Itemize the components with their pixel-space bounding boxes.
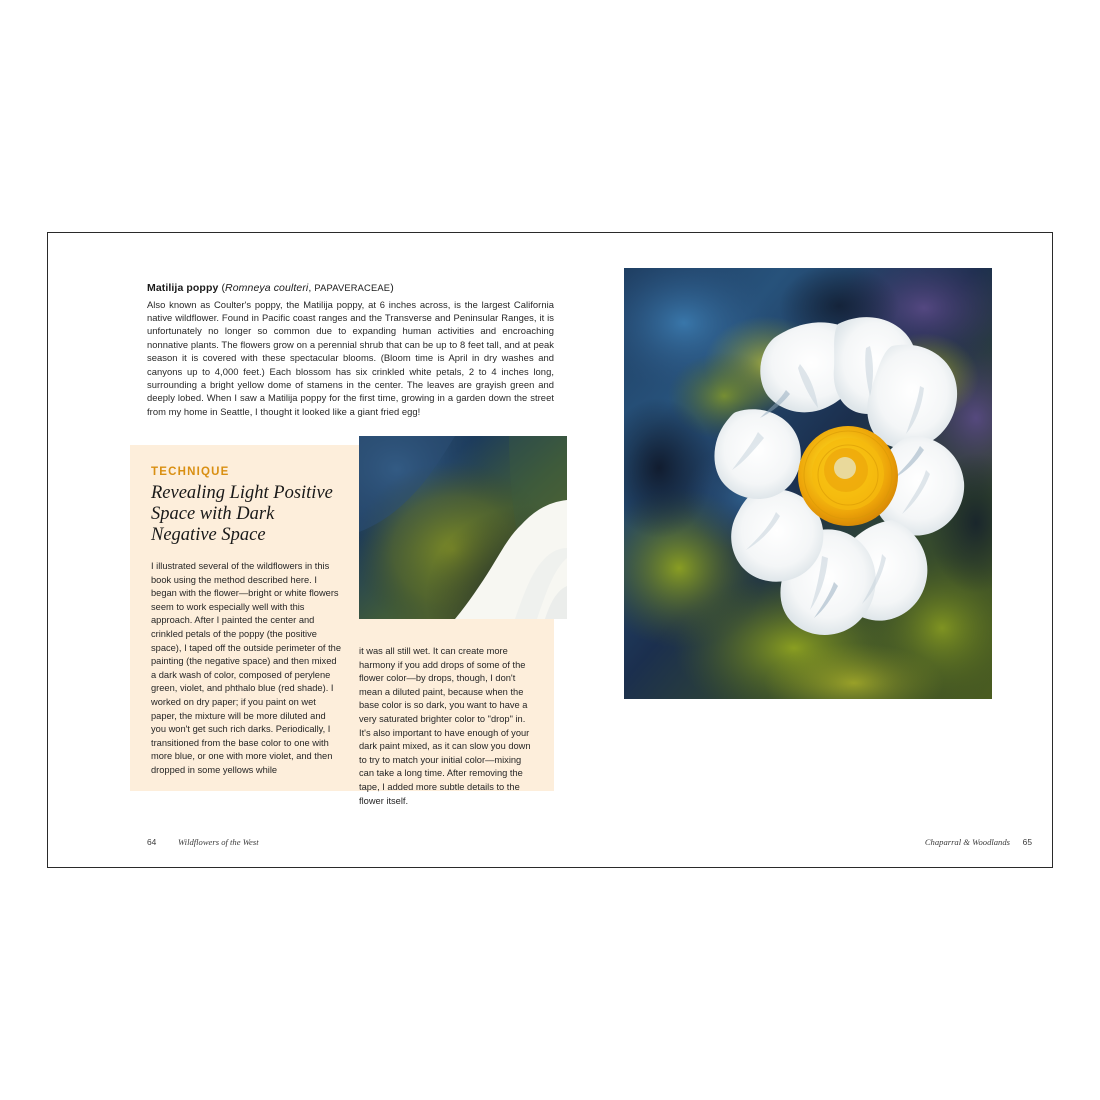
matilija-poppy-watercolor-image: [624, 268, 992, 699]
folio-number-left: 64: [147, 837, 157, 847]
inset-watercolor-image: [359, 436, 567, 619]
technique-title: Revealing Light Positive Space with Dark Negative Space: [151, 483, 333, 545]
technique-body-two: it was all still wet. It can create more harmony if you add drops of some of the flower color—by drops, though, I don't mean a diluted paint, because when the base color is so dark, you want to have a very saturated brighter color to "drop" in. It's also important to have enough of your dark paint mixed, as it can slow you down to try to match your initial color—mixing can take a long time. After removing the tape, I added more subtle details to the flower itself.: [359, 646, 531, 806]
species-comma: ,: [308, 282, 315, 294]
folio-number-right: 65: [1022, 837, 1032, 847]
book-spread: [47, 232, 1053, 868]
folio-title-right: Chaparral & Woodlands: [924, 837, 1010, 847]
species-description: Also known as Coulter's poppy, the Matilija poppy, at 6 inches across, is the largest California native wildflower. Found in Pacific coast ranges and the Transverse and Peninsular Ranges, it is unfortunately no longer so common due to expanding human activities and encroaching nonnative plants. The flowers grow on a perennial shrub that can be up to 8 feet tall, and at peak season it is covered with these spectacular blooms. (Bloom time is April in dry washes and canyons up to 4,000 feet.) Each blossom has six crinkled white petals, 2 to 4 inches long, surrounding a bright yellow dome of stamens in the center. The leaves are grayish green and deeply lobed. When I saw a Matilija poppy for the first time, growing in a garden down the street from my home in Seattle, I thought it looked like a giant fried egg!: [147, 298, 554, 417]
species-common-name: Matilija poppy: [147, 282, 219, 294]
species-latin-name: Romneya coulteri: [225, 282, 309, 294]
paren-close: ): [390, 282, 394, 294]
technique-body-one: I illustrated several of the wildflowers in this book using the method described here. I began with the flower—bright or white flowers seem to work especially well with this approach. After I painted the center and crinkled petals of the poppy (the positive space), I taped off the outside perimeter of the painting (the negative space) and then mixed a dark wash of color, composed of perylene green, violet, and phthalo blue (red shade). I worked on dry paper; if you paint on wet paper, the mixture will be more diluted and you won't get such rich darks. Periodically, I transitioned from the base color to one with more blue, or one with more violet, and then dropped in some yellows while: [151, 561, 342, 775]
technique-column-one: [151, 466, 341, 778]
left-page: [48, 233, 554, 867]
right-page: [551, 233, 1054, 867]
species-family: PAPAVERACEAE: [314, 283, 391, 293]
paren-open: (: [221, 282, 226, 294]
species-heading: [147, 282, 554, 296]
technique-label: TECHNIQUE: [151, 466, 230, 478]
species-intro: [147, 282, 554, 418]
folio-title-left: Wildflowers of the West: [178, 837, 259, 847]
